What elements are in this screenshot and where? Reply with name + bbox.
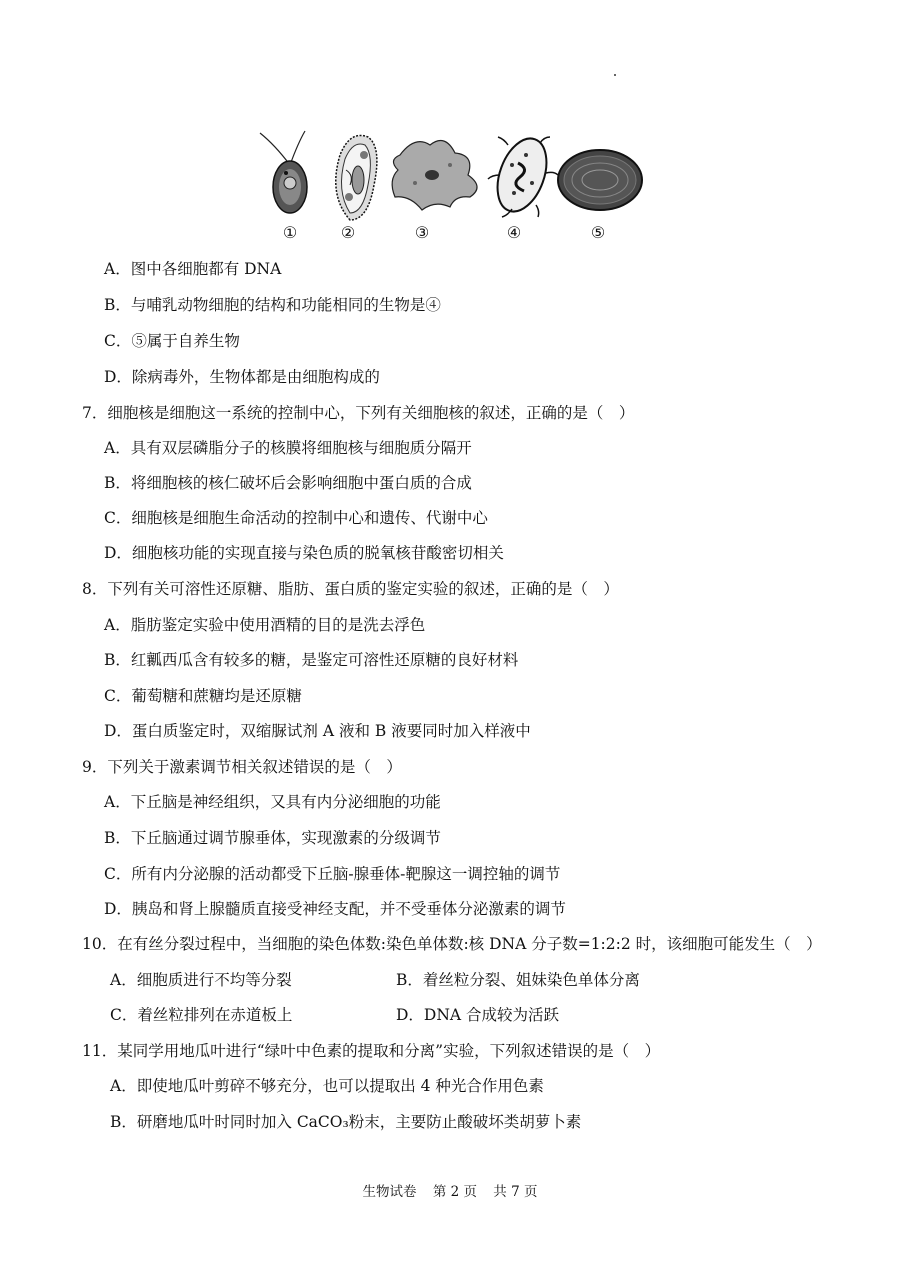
figure-label-4: ④ xyxy=(506,223,522,242)
q10-stem: 10．在有丝分裂过程中，当细胞的染色体数:染色单体数:核 DNA 分子数=1:2:2 时，该细胞可能发生（ ） xyxy=(82,935,822,953)
cell-4-illustration xyxy=(488,132,558,218)
q11-option-b: B．研磨地瓜叶时同时加入 CaCO₃粉末，主要防止酸破坏类胡萝卜素 xyxy=(110,1113,582,1131)
cell-figure xyxy=(250,125,650,250)
cell-5-illustration xyxy=(558,150,642,210)
q10-option-b: B．着丝粒分裂、姐妹染色单体分离 xyxy=(396,971,640,989)
cell-2-illustration xyxy=(336,135,377,220)
q11-option-a: A．即使地瓜叶剪碎不够充分，也可以提取出 4 种光合作用色素 xyxy=(110,1077,544,1095)
q9-option-c: C．所有内分泌腺的活动都受下丘脑-腺垂体-靶腺这一调控轴的调节 xyxy=(104,865,561,883)
figure-label-5: ⑤ xyxy=(590,223,606,242)
q7-option-c: C．细胞核是细胞生命活动的控制中心和遗传、代谢中心 xyxy=(104,509,488,527)
q10-option-a: A．细胞质进行不均等分裂 xyxy=(110,971,292,989)
q9-stem: 9．下列关于激素调节相关叙述错误的是（ ） xyxy=(82,758,402,776)
footer-total: 共 7 页 xyxy=(493,1184,538,1200)
q9-option-d: D．胰岛和肾上腺髓质直接受神经支配，并不受垂体分泌激素的调节 xyxy=(104,900,566,918)
q6-option-b: B．与哺乳动物细胞的结构和功能相同的生物是④ xyxy=(104,296,441,314)
q8-stem: 8．下列有关可溶性还原糖、脂肪、蛋白质的鉴定实验的叙述，正确的是（ ） xyxy=(82,580,619,598)
cell-1-illustration xyxy=(260,131,307,213)
q8-option-c: C．葡萄糖和蔗糖均是还原糖 xyxy=(104,687,302,705)
q6-option-d: D．除病毒外，生物体都是由细胞构成的 xyxy=(104,368,380,386)
q7-stem: 7．细胞核是细胞这一系统的控制中心，下列有关细胞核的叙述，正确的是（ ） xyxy=(82,404,635,422)
cell-3-illustration xyxy=(392,141,477,211)
cells-illustration xyxy=(250,125,650,225)
q6-option-a: A．图中各细胞都有 DNA xyxy=(104,260,282,278)
q11-stem: 11．某同学用地瓜叶进行“绿叶中色素的提取和分离”实验，下列叙述错误的是（ ） xyxy=(82,1042,661,1060)
q9-option-b: B．下丘脑通过调节腺垂体，实现激素的分级调节 xyxy=(104,829,441,847)
q8-option-a: A．脂肪鉴定实验中使用酒精的目的是洗去浮色 xyxy=(104,616,426,634)
figure-label-1: ① xyxy=(282,223,298,242)
q7-option-d: D．细胞核功能的实现直接与染色质的脱氧核苷酸密切相关 xyxy=(104,544,504,562)
footer-page: 第 2 页 xyxy=(432,1184,477,1200)
q8-option-d: D．蛋白质鉴定时，双缩脲试剂 A 液和 B 液要同时加入样液中 xyxy=(104,722,531,740)
q7-option-b: B．将细胞核的核仁破坏后会影响细胞中蛋白质的合成 xyxy=(104,474,472,492)
q7-option-a: A．具有双层磷脂分子的核膜将细胞核与细胞质分隔开 xyxy=(104,439,472,457)
page-footer xyxy=(0,1180,900,1200)
figure-label-3: ③ xyxy=(414,223,430,242)
q10-option-c: C．着丝粒排列在赤道板上 xyxy=(110,1006,293,1024)
q9-option-a: A．下丘脑是神经组织，又具有内分泌细胞的功能 xyxy=(104,793,441,811)
figure-label-2: ② xyxy=(340,223,356,242)
footer-subject: 生物试卷 xyxy=(362,1184,417,1200)
q10-option-d: D．DNA 合成较为活跃 xyxy=(396,1006,560,1024)
scan-dot xyxy=(614,74,616,76)
q6-option-c: C．⑤属于自养生物 xyxy=(104,332,240,350)
q8-option-b: B．红瓤西瓜含有较多的糖，是鉴定可溶性还原糖的良好材料 xyxy=(104,651,519,669)
